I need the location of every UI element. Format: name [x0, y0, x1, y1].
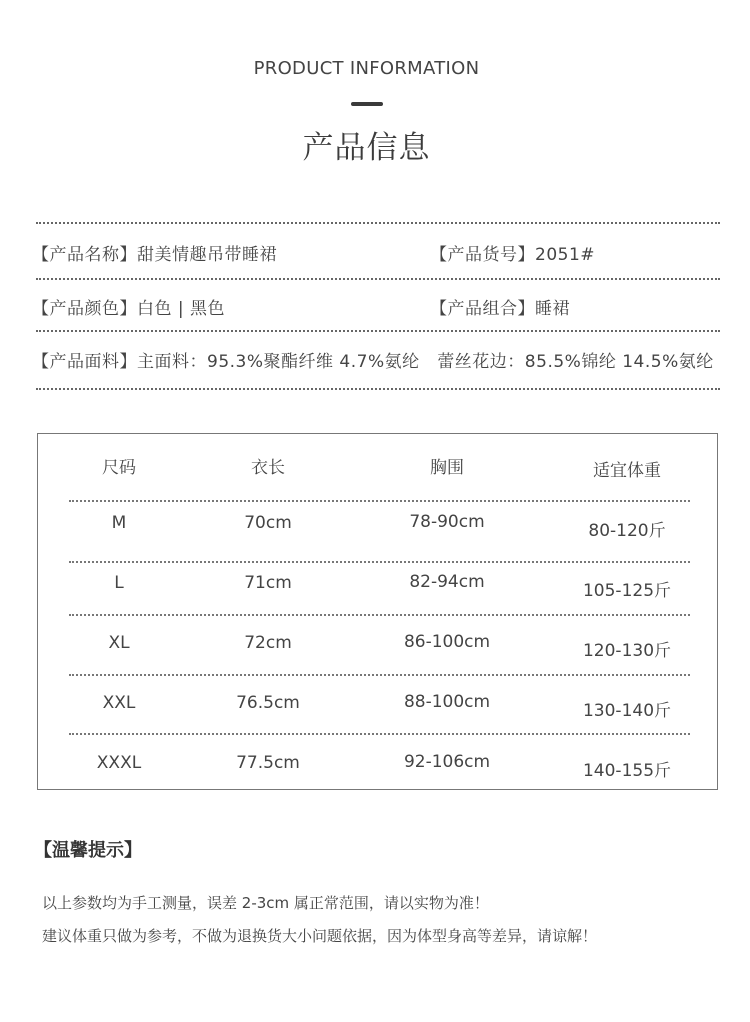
- size-table: [37, 433, 718, 790]
- table-cell: XXL: [102, 693, 136, 713]
- info-product-name: 【产品名称】甜美情趣吊带睡裙: [32, 245, 277, 265]
- info-item-number: 【产品货号】2051#: [430, 245, 596, 265]
- table-divider: [69, 674, 690, 676]
- table-cell: XL: [108, 633, 130, 653]
- table-cell: 86-100cm: [403, 632, 491, 652]
- table-cell: 82-94cm: [409, 572, 485, 592]
- info-combination: 【产品组合】睡裙: [430, 299, 570, 319]
- title-divider: [351, 102, 383, 106]
- header-size: 尺码: [102, 458, 136, 478]
- table-divider: [69, 733, 690, 735]
- table-divider: [69, 614, 690, 616]
- info-fabric: 【产品面料】主面料：95.3%聚酯纤维 4.7%氨纶 蕾丝花边：85.5%锦纶 14.5%氨纶: [32, 352, 714, 372]
- table-cell: M: [111, 513, 127, 533]
- table-cell: 72cm: [244, 633, 292, 653]
- divider: [36, 222, 720, 224]
- page-title: 产品信息: [302, 130, 431, 166]
- table-cell: 92-106cm: [403, 752, 491, 772]
- tips-title: 【温馨提示】: [34, 840, 142, 861]
- table-cell: 130-140斤: [582, 701, 672, 721]
- table-cell: L: [114, 573, 124, 593]
- table-cell: 140-155斤: [582, 761, 672, 781]
- divider: [36, 330, 720, 332]
- table-cell: 120-130斤: [582, 641, 672, 661]
- table-divider: [69, 500, 690, 502]
- header-bust: 胸围: [430, 458, 464, 478]
- table-cell: XXXL: [96, 753, 142, 773]
- table-cell: 78-90cm: [409, 512, 485, 532]
- header-length: 衣长: [251, 458, 285, 478]
- table-cell: 77.5cm: [236, 753, 300, 773]
- tip-line: 建议体重只做为参考，不做为退换货大小问题依据，因为体型身高等差异，请谅解！: [42, 927, 598, 945]
- table-cell: 88-100cm: [403, 692, 491, 712]
- info-color: 【产品颜色】白色 | 黑色: [32, 299, 226, 319]
- divider: [36, 388, 720, 390]
- en-title: PRODUCT INFORMATION: [253, 58, 480, 79]
- table-cell: 76.5cm: [236, 693, 300, 713]
- table-cell: 80-120斤: [588, 521, 666, 541]
- table-divider: [69, 561, 690, 563]
- table-cell: 71cm: [244, 573, 292, 593]
- tip-line: 以上参数均为手工测量，误差 2-3cm 属正常范围，请以实物为准！: [42, 894, 489, 912]
- table-cell: 70cm: [244, 513, 292, 533]
- header-weight: 适宜体重: [593, 461, 661, 481]
- divider: [36, 278, 720, 280]
- table-cell: 105-125斤: [582, 581, 672, 601]
